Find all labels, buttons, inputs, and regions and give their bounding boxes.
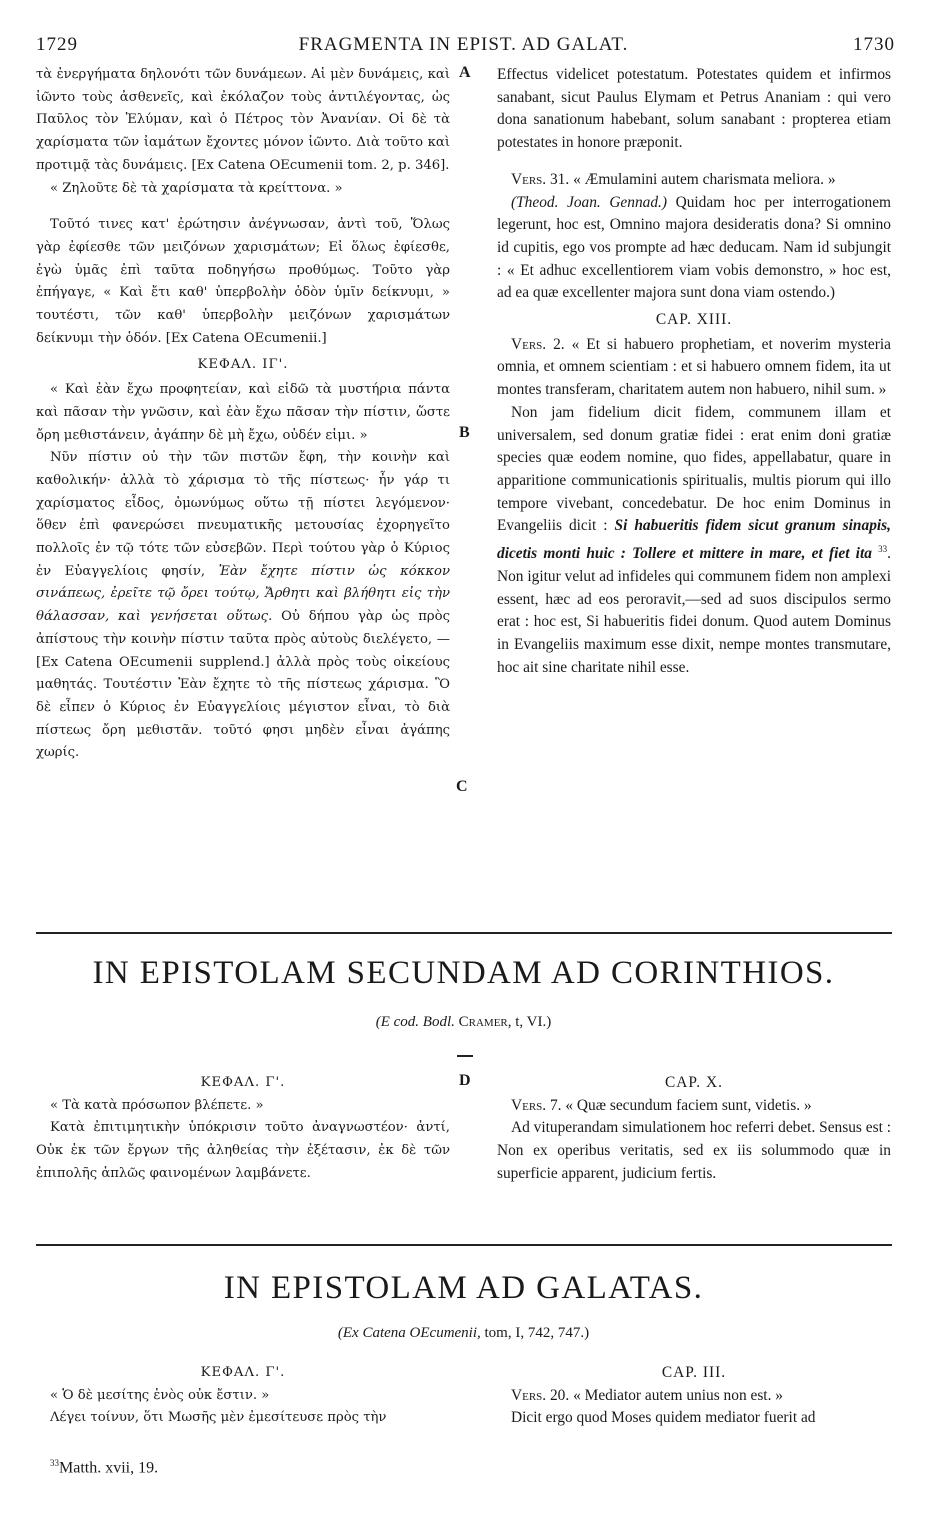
footnote-mark: 33 <box>50 1458 59 1468</box>
greek-column-2 <box>36 1072 450 1186</box>
section-rule <box>36 1244 892 1246</box>
latin-lemma <box>497 1385 891 1408</box>
latin-paragraph <box>497 402 891 680</box>
greek-paragraph: Λέγει τοίνυν, ὅτι Μωσῆς μὲν ἐμεσίτευσε πρὸς τὴν <box>50 1410 387 1426</box>
latin-lemma <box>497 169 891 192</box>
verse-label: Vers. 7. <box>511 1096 562 1114</box>
latin-quote: Si habueritis fidem sicut granum sinapis, dicetis monti huic : Tollere et mittere in mare, et fiet ita <box>497 517 891 563</box>
section-rule <box>36 932 892 934</box>
latin-chapter-heading: CAP. X. <box>665 1074 723 1091</box>
marker-c: C <box>456 778 468 795</box>
footnote <box>50 1458 158 1477</box>
greek-lemma: « Ὁ δὲ μεσίτης ἑνὸς οὐκ ἔστιν. » <box>50 1387 270 1403</box>
section-title-galatas: IN EPISTOLAM AD GALATAS. <box>223 1270 704 1306</box>
footnote-ref: 33 <box>878 544 888 555</box>
latin-text: . Non igitur velut ad infideles qui communem fidem non amplexi essent, hæc ad eos peroravit,—sed ad suos discipulos sermo erat : hoc est, Si habueritis fidei donum. Quod autem Dominus in Evangeliis maximum esse dixit, nempe montes transmutare, hoc ait sine charitate nihil esse. <box>497 545 891 676</box>
marker-a: A <box>459 64 471 81</box>
greek-paragraph: Κατὰ ἐπιτιμητικὴν ὑπόκρισιν τοῦτο ἀναγνωστέον· ἀντί, Οὐκ ἐκ τῶν ἔργων τῆς ἀληθείας τὴν ἐξέτασιν, ἐκ δὲ τῶν ἐπιπολῆς ἁπλῶς φαινομένων λαμβάνετε. <box>36 1120 450 1181</box>
source-text: (Ex Catena OEcumenii, <box>337 1325 481 1341</box>
latin-text: « Mediator autem unius non est. » <box>573 1386 783 1404</box>
greek-lemma: « Ζηλοῦτε δὲ τὰ χαρίσματα τὰ κρείττονα. » <box>50 180 343 196</box>
latin-text: Quidam hoc per interrogationem legerunt, hoc est, Omnino majora desideratis dona? Si omnino id cupitis, ego vos prompte ad hæc deducam. Nam id subjungit : « Et adhuc excellentiorem viam vobis demonstro, » hoc est, ad ea quæ excellenter majora sunt dona viam ostendo.) <box>497 193 892 302</box>
latin-lemma <box>497 334 891 402</box>
latin-text: Non jam fidelium dicit fidem, communem illam et universalem, sed donum gratiæ fidei : erat enim doni gratiæ species quæ eodem nomine, quo fides, appellabatur, quare in apparitione communicationis spiritualis, multis piorum qui illo tempore vivebant, concedebatur. De hoc enim Dominus in Evangeliis dicit : <box>497 403 891 535</box>
greek-chapter-heading: ΚΕΦΑΛ. Γ'. <box>200 1365 286 1380</box>
latin-text: « Æmulamini autem charismata meliora. » <box>573 170 836 188</box>
latin-chapter-heading: CAP. III. <box>661 1364 727 1381</box>
latin-paragraph: Effectus videlicet potestatum. Potestates quidem et infirmos sanabant, sicut Paulus Elymam et Petrus Ananiam : qui vero dona sanationum habebant, solum sanabant : propterea etiam potestates in honore præponit. <box>497 66 891 152</box>
source-text: tom, I, 742, 747.) <box>484 1325 590 1341</box>
verse-label: Vers. 31. <box>511 170 570 188</box>
greek-column-1 <box>36 64 450 765</box>
greek-paragraph: τὰ ἐνεργήματα δηλονότι τῶν δυνάμεων. Αἱ μὲν δυνάμεις, καὶ ἰῶντο τοὺς ἀσθενεῖς, καὶ ἐκόλαζον τοὺς ἀντιλέγοντας, ὡς Παῦλος τὸν Ἐλύμαν, καὶ ὁ Πέτρος τὸν Ἀνανίαν. Οἱ δὲ τὰ χαρίσματα τῶν ἰαμάτων ἔχοντες μόνον ἰῶντο. Διὰ τοῦτο καὶ προτιμᾷ τὰς δυνάμεις. [Ex Catena OEcumenii tom. 2, p. 346]. <box>36 67 450 173</box>
latin-source: (Theod. Joan. Gennad.) <box>511 193 668 211</box>
source-author: Cramer <box>458 1014 508 1030</box>
greek-text: Οὐ δήπου γὰρ ὡς πρὸς ἀπίστους τὴν κοινὴν πίστιν ταῦτα πρὸς αὐτοὺς διελέγετο, — [Ex Catena OEcumenii supplend.] ἀλλὰ πρὸς τοὺς οἰκείους μαθητάς. Τουτέστιν Ἐὰν ἔχητε τὸ τῆς πίστεως χάρισμα. Ὃ δὲ εἶπεν ὁ Κύριος ἐν Εὐαγγελίοις μέγιστον εἶναι, τὸ διὰ πίστεως ὄρη μεθιστᾶν. τοῦτό φησι μηδὲν εἶναι ἀγάπης χωρίς. <box>36 609 450 761</box>
greek-quote: Ἐὰν ἔχητε πίστιν ὡς κόκκον σινάπεως, ἐρεῖτε τῷ ὄρει τούτῳ, Ἄρθητι καὶ βλήθητι εἰς τὴν θάλασσαν, καὶ γενήσεται οὕτως. <box>36 563 450 625</box>
latin-lemma <box>497 1095 891 1118</box>
source-text: (E cod. Bodl. <box>375 1014 455 1030</box>
latin-paragraph <box>497 192 891 306</box>
greek-paragraph: Τοῦτό τινες κατ' ἐρώτησιν ἀνέγνωσαν, ἀντὶ τοῦ, Ὅλως γὰρ ἐφίεσθε τῶν μειζόνων χαρισμάτων; Εἰ ὅλως ἐφίεσθε, ἐγὼ ὑμᾶς ἐπὶ ταῦτα ποδηγήσω προθύμως. Τοῦτο γὰρ ἐπήγαγε, « Καὶ ἔτι καθ' ὑπερβολὴν ὁδὸν ὑμῖν δείκνυμι, » τουτέστι, τῶν καθ' ὑπερβολὴν μειζόνων χαρισμάτων δείκνυμι τὴν ὁδόν. [Ex Catena OEcumenii.] <box>36 217 450 346</box>
section-source-corinthians <box>0 1014 927 1031</box>
column-number-left: 1729 <box>36 34 78 55</box>
latin-text: « Et si habuero prophetiam, et noverim mysteria omnia, et omnem scientiam : et si habuero omnem fidem, ita ut montes transferam, charitatem autem non habuero, nihil sum. » <box>497 335 891 399</box>
latin-paragraph: Ad vituperandam simulationem hoc referri debet. Sensus est : Non ex operibus veritatis, sed ex iis solummodo quæ in superficie apparent, judicium fertis. <box>497 1119 891 1182</box>
source-text: , t, VI.) <box>507 1014 552 1030</box>
greek-chapter-heading: ΚΕΦΑΛ. Γ'. <box>200 1075 286 1090</box>
marker-d: D <box>459 1072 471 1089</box>
latin-column-2 <box>497 1072 891 1186</box>
footnote-text: Matth. xvii, 19. <box>59 1459 159 1477</box>
latin-paragraph: Dicit ergo quod Moses quidem mediator fuerit ad <box>511 1409 816 1427</box>
greek-column-3 <box>36 1362 450 1430</box>
greek-text: Νῦν πίστιν οὐ τὴν τῶν πιστῶν ἔφη, τὴν κοινὴν καὶ καθολικήν· ἀλλὰ τὸ χάρισμα τὸ τῆς πίστεως· ἦν γάρ τι χαρίσματος εἶδος, ὁμωνύμως οὕτω τῇ πίστει λεγόμενον· ὅθεν ἐπὶ φανερώσει πνευματικῆς μετουσίας ἐχορηγεῖτο πολλοῖς ἐν τῷ τότε τῶν εὐσεβῶν. Περὶ τούτου γὰρ ὁ Κύριος ἐν Εὐαγγελίοις φησίν, <box>36 450 450 579</box>
section-source-galatas <box>0 1325 927 1342</box>
greek-paragraph <box>36 447 450 765</box>
verse-label: Vers. 2. <box>511 335 565 353</box>
column-number-right: 1730 <box>853 34 895 55</box>
greek-chapter-heading: ΚΕΦΑΛ. ΙΓ'. <box>197 357 289 373</box>
latin-chapter-heading: CAP. XIII. <box>655 311 733 329</box>
running-title: FRAGMENTA IN EPIST. AD GALAT. <box>298 34 629 55</box>
short-dash <box>457 1055 473 1057</box>
marker-b: B <box>459 424 470 441</box>
latin-column-3 <box>497 1362 891 1430</box>
greek-lemma: « Καὶ ἐὰν ἔχω προφητείαν, καὶ εἰδῶ τὰ μυστήρια πάντα καὶ πᾶσαν τὴν γνῶσιν, καὶ ἐὰν ἔχω πᾶσαν τὴν πίστιν, ὥστε ὄρη μεθιστάνειν, ἀγάπην δὲ μὴ ἔχω, οὐδέν εἰμι. » <box>36 382 450 443</box>
section-title-corinthians: IN EPISTOLAM SECUNDAM AD CORINTHIOS. <box>92 955 835 991</box>
latin-column-1 <box>497 64 891 679</box>
verse-label: Vers. 20. <box>511 1386 570 1404</box>
latin-text: « Quæ secundum faciem sunt, videtis. » <box>565 1096 812 1114</box>
greek-lemma: « Τὰ κατὰ πρόσωπον βλέπετε. » <box>50 1097 264 1113</box>
